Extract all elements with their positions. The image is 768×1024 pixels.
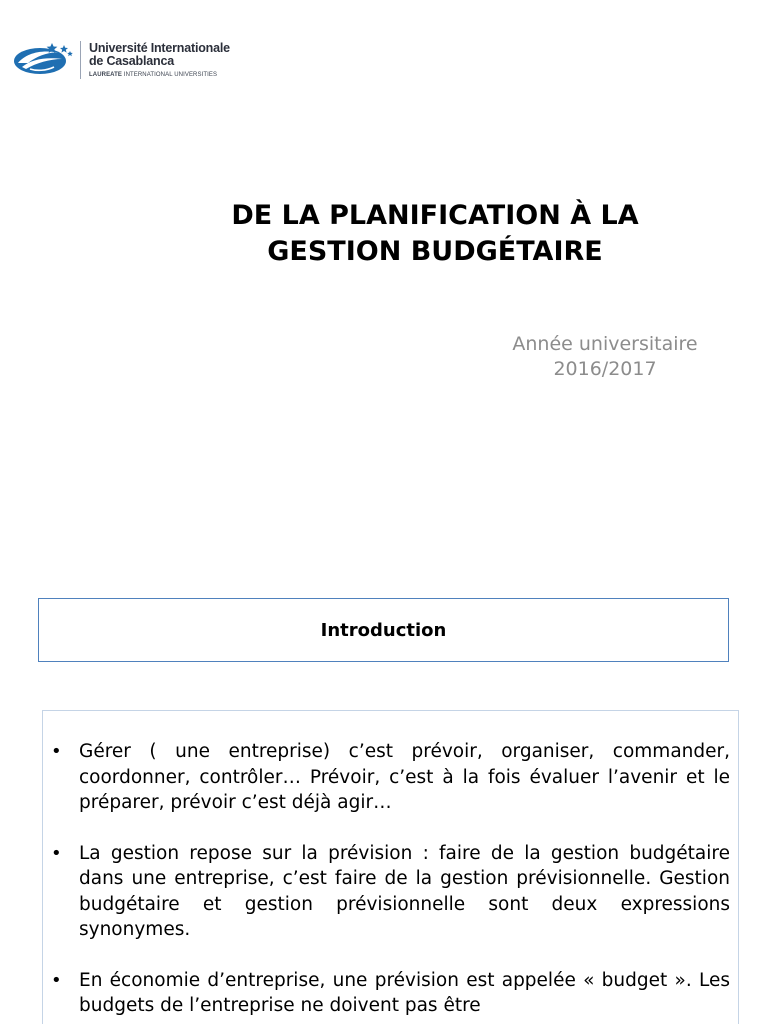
title-line1: DE LA PLANIFICATION À LA xyxy=(231,200,639,231)
logo-divider xyxy=(80,41,81,79)
bullet-dot-icon: • xyxy=(51,741,62,762)
bullet-dot-icon: • xyxy=(51,842,62,864)
bullet-item xyxy=(43,739,738,816)
logo-name-line2: de Casablanca xyxy=(89,53,174,68)
introduction-heading: Introduction xyxy=(320,619,447,641)
bullet-list xyxy=(43,739,738,1024)
university-logo xyxy=(12,36,232,84)
logo-tag-bold: LAUREATE xyxy=(89,71,123,78)
slide-title xyxy=(150,198,720,270)
logo-tag-rest: INTERNATIONAL UNIVERSITIES xyxy=(122,71,218,78)
subtitle-line2: 2016/2017 xyxy=(553,358,657,380)
bullet-item xyxy=(43,968,738,1019)
bullet-text: Gérer ( une entreprise) c’est prévoir, organiser, commander, coordonner, contrôler… Prévoir, c’est à la fois évaluer l’avenir et le préparer, prévoir c’est déjà agir… xyxy=(79,741,730,813)
introduction-box xyxy=(38,598,729,662)
bullet-dot-icon: • xyxy=(51,969,62,991)
bullet-item xyxy=(43,841,738,943)
logo-text xyxy=(89,42,230,79)
logo-name-line1: Université Internationale xyxy=(89,40,230,55)
logo-tagline xyxy=(89,72,230,78)
subtitle-line1: Année universitaire xyxy=(512,333,698,355)
title-line2: GESTION BUDGÉTAIRE xyxy=(267,236,603,267)
slide-subtitle xyxy=(480,332,730,382)
bullet-text: En économie d’entreprise, une prévision est appelée « budget ». Les budgets de l’entreprise ne doivent pas être xyxy=(79,969,730,1016)
bullet-text: La gestion repose sur la prévision : faire de la gestion budgétaire dans une entreprise, c’est faire de la gestion prévisionnelle. Gestion budgétaire et gestion prévisionnelle sont deux expressions synonymes. xyxy=(79,842,730,940)
globe-stars-icon xyxy=(12,37,74,83)
content-box xyxy=(42,710,739,1024)
